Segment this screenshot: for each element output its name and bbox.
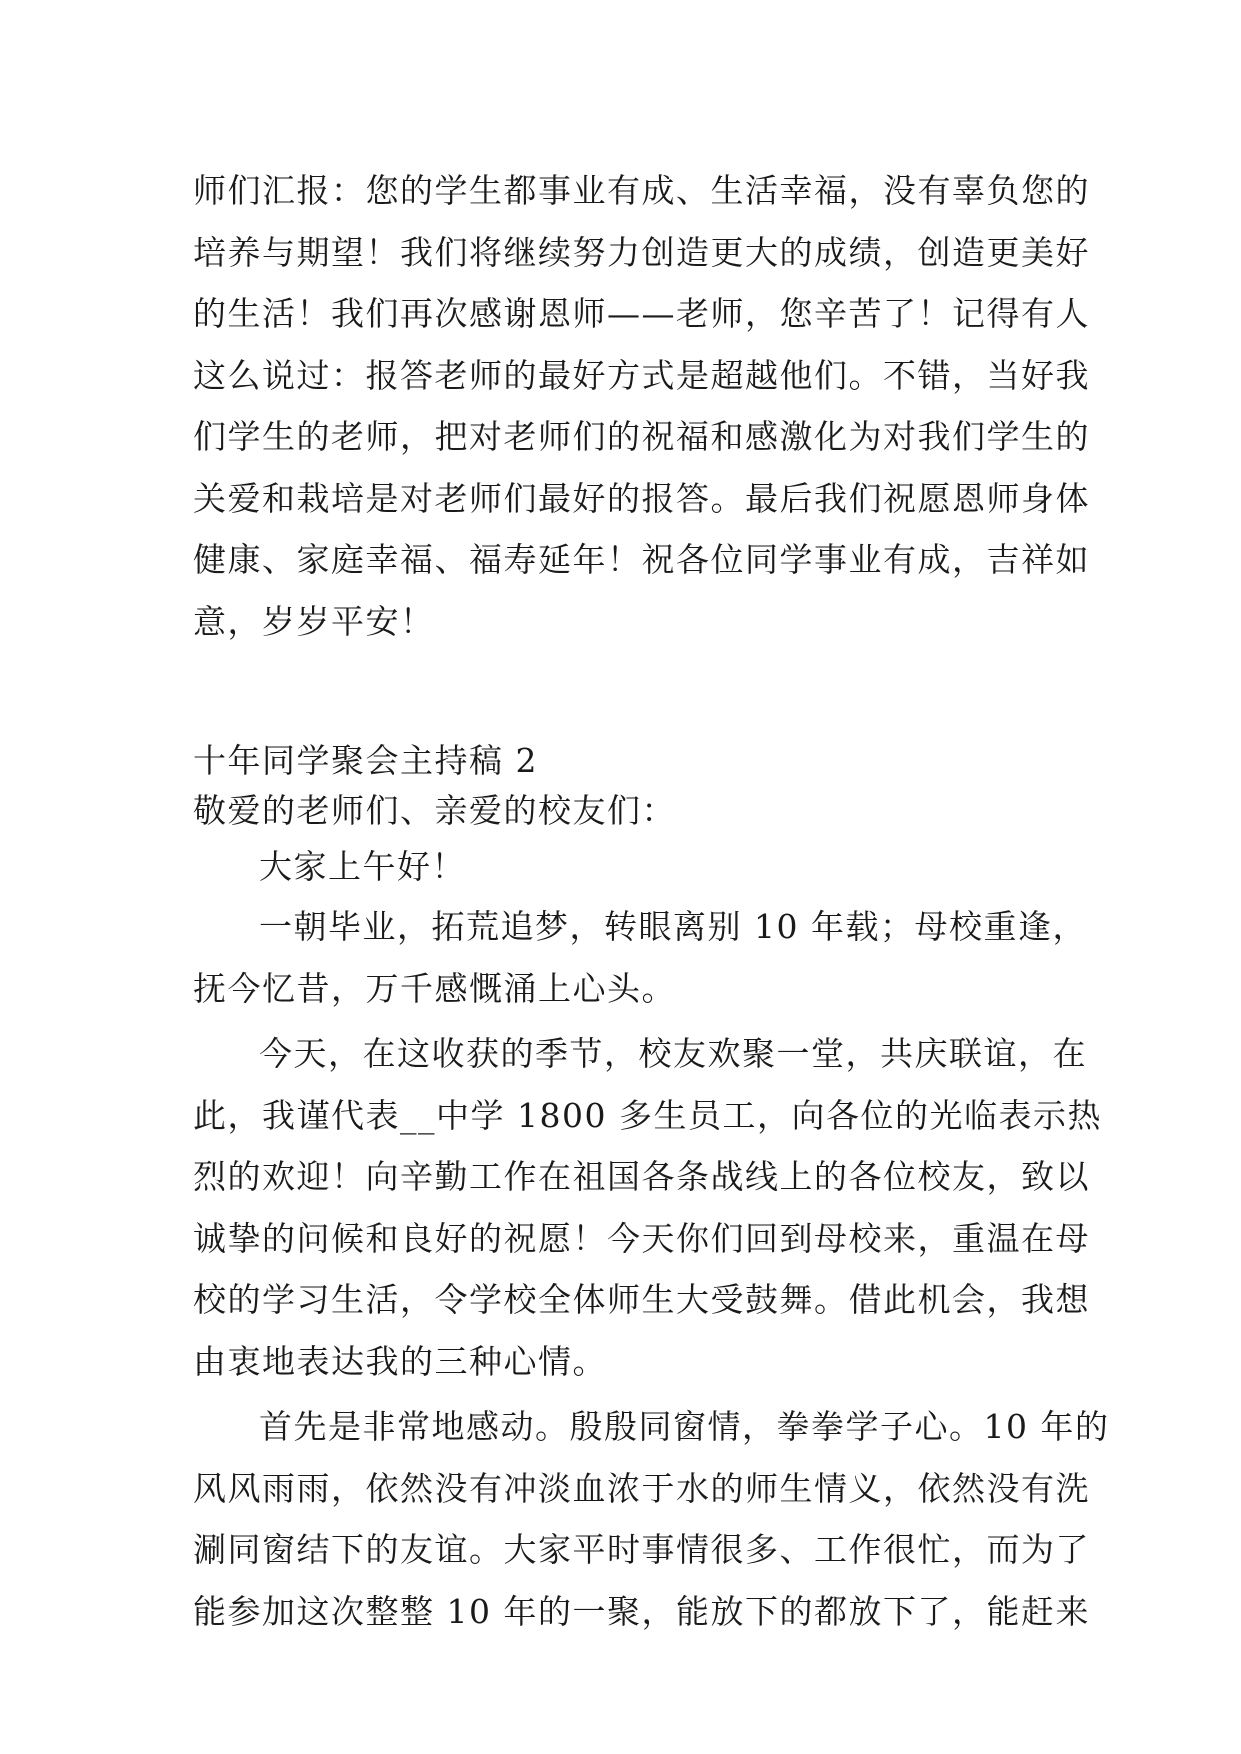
text-line: 一朝毕业，拓荒追梦，转眼离别 10 年载；母校重逢，	[259, 907, 1087, 946]
text-line: 健康、家庭幸福、福寿延年！祝各位同学事业有成，吉祥如	[193, 540, 1090, 579]
text-line: 的生活！我们再次感谢恩师——老师，您辛苦了！记得有人	[193, 294, 1090, 333]
text-line: 师们汇报：您的学生都事业有成、生活幸福，没有辜负您的	[193, 171, 1090, 210]
text-line: 涮同窗结下的友谊。大家平时事情很多、工作很忙，而为了	[193, 1530, 1090, 1569]
text-line: 由衷地表达我的三种心情。	[193, 1341, 607, 1381]
text-line: 们学生的老师，把对老师们的祝福和感激化为对我们学生的	[193, 417, 1090, 456]
text-line: 首先是非常地感动。殷殷同窗情，拳拳学子心。10 年的	[259, 1407, 1110, 1446]
text-line: 校的学习生活，令学校全体师生大受鼓舞。借此机会，我想	[193, 1280, 1090, 1319]
text-line: 抚今忆昔，万千感慨涌上心头。	[193, 968, 676, 1008]
text-line: 此，我谨代表__中学 1800 多生员工，向各位的光临表示热	[193, 1095, 1102, 1135]
greeting: 大家上午好！	[259, 847, 466, 886]
paragraph-1	[193, 896, 1087, 1019]
text-line: 培养与期望！我们将继续努力创造更大的成绩，创造更美好	[193, 232, 1090, 272]
text-line: 能参加这次整整 10 年的一聚，能放下的都放下了，能赶来	[193, 1591, 1090, 1631]
document-body	[193, 160, 1110, 1642]
section-spacer	[193, 652, 1053, 736]
text-line: 关爱和栽培是对老师们最好的报答。最后我们祝愿恩师身体	[193, 478, 1090, 518]
text-line: 风风雨雨，依然没有冲淡血浓于水的师生情义，依然没有洗	[193, 1468, 1090, 1508]
paragraph-3	[193, 1396, 1110, 1642]
text-line: 意，岁岁平安！	[193, 601, 435, 641]
text-line: 诚挚的问候和良好的祝愿！今天你们回到母校来，重温在母	[193, 1218, 1090, 1258]
salutation: 敬爱的老师们、亲爱的校友们：	[193, 791, 676, 830]
section-title: 十年同学聚会主持稿 2	[193, 741, 538, 780]
paragraph-2	[193, 1023, 1102, 1392]
text-line: 今天，在这收获的季节，校友欢聚一堂，共庆联谊，在	[259, 1034, 1087, 1073]
text-line: 这么说过：报答老师的最好方式是超越他们。不错，当好我	[193, 355, 1090, 395]
previous-paragraph	[193, 160, 1090, 652]
text-line: 烈的欢迎！向辛勤工作在祖国各条战线上的各位校友，致以	[193, 1157, 1090, 1196]
